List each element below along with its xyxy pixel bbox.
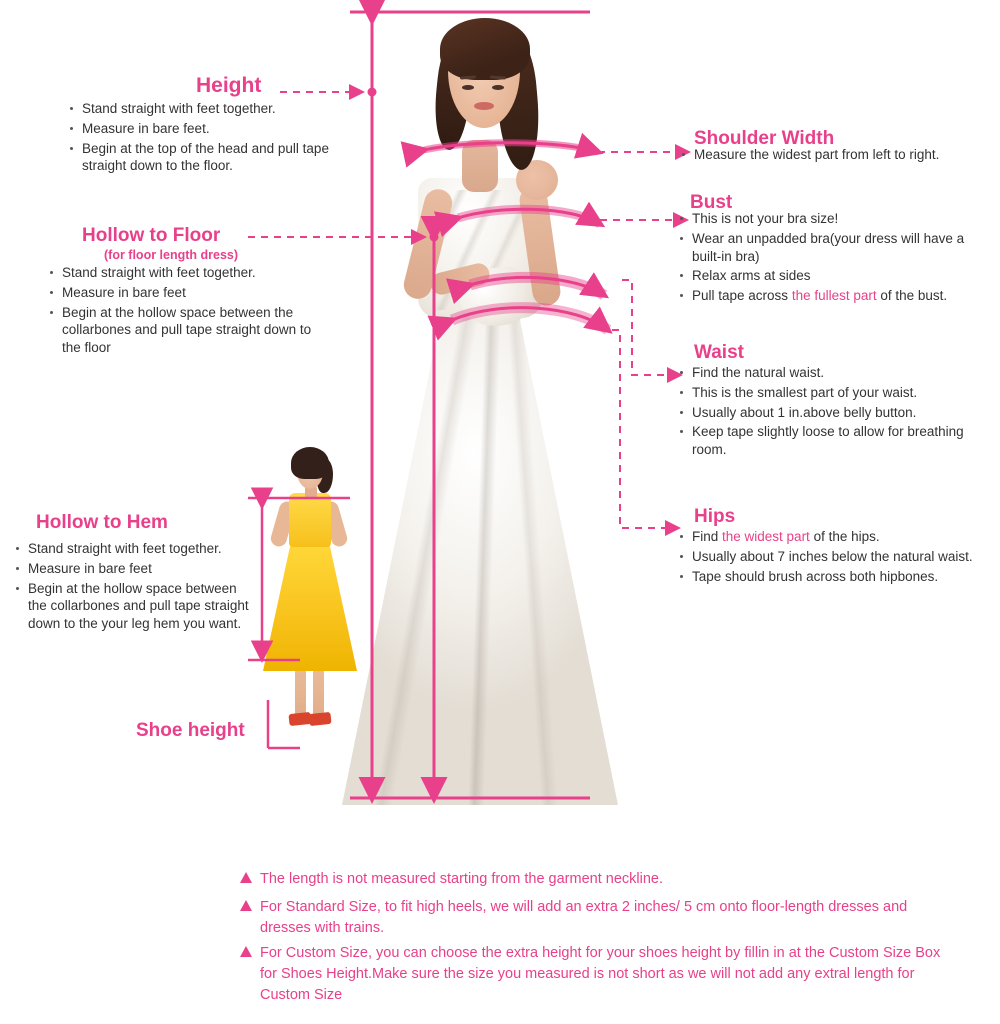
hips-tip-2: Usually about 7 inches below the natural waist. <box>678 548 994 566</box>
bust-tip-2: Wear an unpadded bra(your dress will have a built-in bra) <box>678 230 994 266</box>
warning-triangle-icon-1 <box>240 872 252 883</box>
hips-tip-1: Find the widest part of the hips. <box>678 528 994 546</box>
hollow-to-hem-tip-1: Stand straight with feet together. <box>14 540 254 558</box>
shoulder-width-tips <box>680 146 990 166</box>
hips-highlight: the widest part <box>722 529 810 544</box>
hollow-to-hem-heading: Hollow to Hem <box>36 512 168 533</box>
footer-note-2: For Standard Size, to fit high heels, we will add an extra 2 inches/ 5 cm onto floor-length dresses and dresses with trains. <box>260 899 908 937</box>
hollow-to-floor-tip-3: Begin at the hollow space between the collarbones and pull tape straight down to the floor <box>48 304 316 357</box>
warning-triangle-icon-3 <box>240 946 252 957</box>
height-tip-1: Stand straight with feet together. <box>68 100 330 118</box>
hips-tip-3: Tape should brush across both hipbones. <box>678 568 994 586</box>
bust-tip-4: Pull tape across the fullest part of the bust. <box>678 287 994 305</box>
footer-note-3: For Custom Size, you can choose the extra height for your shoes height by fillin in at the Custom Size Box for Shoes Height.Make sure the size you measured is not short as we will not add any extral length for Custom Size <box>260 945 941 1004</box>
hollow-to-floor-heading: Hollow to Floor <box>82 225 221 246</box>
bust-tips <box>678 210 994 307</box>
hollow-to-floor-tips <box>48 264 316 359</box>
bust-heading: Bust <box>690 192 733 213</box>
height-heading: Height <box>196 74 262 97</box>
waist-heading: Waist <box>694 342 744 363</box>
shoulder-width-measure-line <box>424 143 688 152</box>
shoe-height-heading: Shoe height <box>136 720 245 741</box>
hips-heading: Hips <box>694 506 736 527</box>
bust-tip-3: Relax arms at sides <box>678 267 994 285</box>
waist-tip-2: This is the smallest part of your waist. <box>678 384 988 402</box>
hips-tips <box>678 528 994 587</box>
bust-tip-1: This is not your bra size! <box>678 210 994 228</box>
waist-tip-3: Usually about 1 in.above belly button. <box>678 404 988 422</box>
waist-tip-4: Keep tape slightly loose to allow for breathing room. <box>678 423 988 459</box>
bust-measure-line <box>458 209 686 224</box>
hollow-to-floor-tip-1: Stand straight with feet together. <box>48 264 316 282</box>
waist-measure-line <box>470 277 680 375</box>
hollow-to-floor-tip-2: Measure in bare feet <box>48 284 316 302</box>
footer-note-1: The length is not measured starting from the garment neckline. <box>260 871 663 887</box>
waist-tip-1: Find the natural waist. <box>678 364 988 382</box>
hips-measure-line <box>452 308 678 528</box>
hollow-to-hem-tips <box>14 540 254 635</box>
height-tips <box>68 100 330 177</box>
height-tip-2: Measure in bare feet. <box>68 120 330 138</box>
hollow-to-floor-subheading: (for floor length dress) <box>104 248 239 262</box>
hollow-to-hem-tip-2: Measure in bare feet <box>14 560 254 578</box>
hollow-to-hem-tip-3: Begin at the hollow space between the collarbones and pull tape straight down to the your leg hem you want. <box>14 580 254 633</box>
warning-triangle-icon-2 <box>240 900 252 911</box>
waist-tips <box>678 364 988 461</box>
height-tip-3: Begin at the top of the head and pull tape straight down to the floor. <box>68 140 330 176</box>
hollow-to-hem-measure-line <box>248 498 350 748</box>
shoulder-width-heading: Shoulder Width <box>694 128 835 149</box>
shoulder-width-tip-1: Measure the widest part from left to right. <box>680 146 990 164</box>
bust-highlight: the fullest part <box>791 288 877 304</box>
